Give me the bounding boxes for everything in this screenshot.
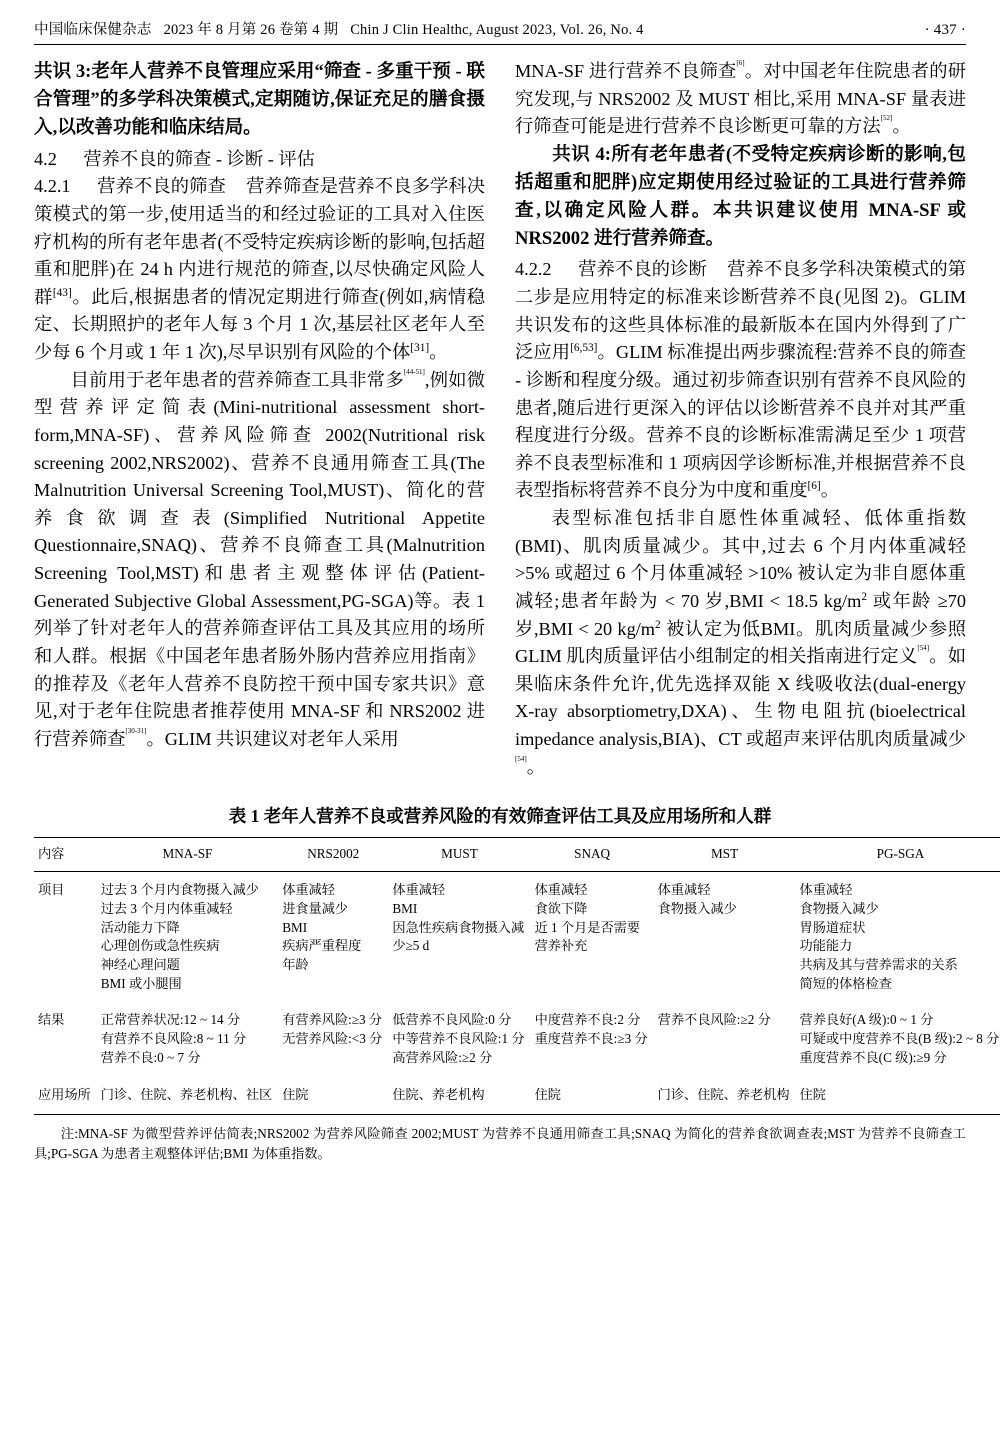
section-4-2-2 <box>515 256 966 505</box>
th-mst: MST <box>654 838 796 872</box>
journal-name-cn: 中国临床保健杂志 <box>34 22 152 38</box>
cell-line: 食物摄入减少 <box>799 900 879 916</box>
cell-items-pg-sga <box>796 872 1000 1003</box>
cell-line: 重度营养不良:≥3 分 <box>534 1031 648 1047</box>
cell-line: 正常营养状况:12 ~ 14 分 <box>100 1012 241 1028</box>
section-4-2-title: 营养不良的筛查 - 诊断 - 评估 <box>83 148 315 169</box>
cell-line: 住院 <box>282 1086 309 1102</box>
cell-line: 年龄 <box>282 956 309 972</box>
cell-line: BMI <box>392 900 418 916</box>
table-1-title: 表 1 老年人营养不良或营养风险的有效筛查评估工具及应用场所和人群 <box>228 806 772 827</box>
cell-settings-must <box>388 1077 530 1115</box>
running-head-left <box>34 18 644 39</box>
table-header-row <box>34 838 1000 872</box>
header-divider <box>34 44 966 45</box>
cell-results-must <box>388 1002 530 1076</box>
cell-line: BMI <box>282 919 308 935</box>
th-must: MUST <box>388 838 530 872</box>
cell-line: 胃肠道症状 <box>799 919 866 935</box>
right-column <box>515 58 966 781</box>
section-4-2-number: 4.2 <box>34 148 57 169</box>
cell-line: 共病及其与营养需求的关系 <box>799 956 958 972</box>
table-row <box>34 872 1000 1003</box>
cell-line: 住院 <box>799 1086 826 1102</box>
cell-line: 无营养风险:<3 分 <box>282 1031 383 1047</box>
th-snaq: SNAQ <box>531 838 654 872</box>
section-4-2 <box>34 146 485 174</box>
journal-name-en: Chin J Clin Healthc, August 2023, Vol. 26, No. 4 <box>350 22 644 38</box>
cell-line: 住院、养老机构 <box>392 1086 485 1102</box>
cell-line: 心理创伤或急性疾病 <box>100 938 220 954</box>
cell-line: 营养不良风险:≥2 分 <box>657 1012 771 1028</box>
right-paragraph-1: MNA-SF 进行营养不良筛查[6]。对中国老年住院患者的研究发现,与 NRS2002 及 MUST 相比,采用 MNA-SF 量表进行筛查可能是进行营养不良诊断更可靠的方法[52]。 <box>515 59 967 137</box>
th-pg-sga: PG-SGA <box>796 838 1000 872</box>
table-note-text: 注:MNA-SF 为微型营养评估简表;NRS2002 为营养风险筛查 2002;MUST 为营养不良通用筛查工具;SNAQ 为简化的营养食欲调查表;MST 为营养不良筛查工具;PG-SGA 为患者主观整体评估;BMI 为体重指数。 <box>34 1126 966 1162</box>
cell-line: 食物摄入减少 <box>657 900 737 916</box>
cell-items-mst <box>654 872 796 1003</box>
cell-line: 营养不良:0 ~ 7 分 <box>100 1049 201 1065</box>
section-4-2-2-title: 营养不良的诊断 <box>578 259 707 280</box>
consensus-3: 共识 3:老年人营养不良管理应采用“筛查 - 多重干预 - 联合管理”的多学科决策模式,定期随访,保证充足的膳食摄入,以改善功能和临床结局。 <box>34 61 485 138</box>
row-label-settings: 应用场所 <box>34 1077 97 1115</box>
cell-results-mst <box>654 1002 796 1076</box>
cell-line: 可疑或中度营养不良(B 级):2 ~ 8 分 <box>799 1031 1000 1047</box>
section-4-2-2-body: 营养不良多学科决策模式的第二步是应用特定的标准来诊断营养不良(见图 2)。GLIM 共识发布的这些具体标准的最新版本在国内外得到了广泛应用[6,53]。GLIM 标准提出两步骤流程:营养不良的筛查 - 诊断和程度分级。通过初步筛查识别有营养不良风险的患者,随后进行更深入的评估以诊断营养不良并对其严重程度进行分级。营养不良的诊断标准需满足至少 1 项营养不良表型标准和 1 项病因学诊断标准,并根据营养不良表型指标将营养不良分为中度和重度[6]。 <box>515 259 967 501</box>
cell-items-snaq <box>531 872 654 1003</box>
cell-line: 疾病严重程度 <box>282 938 362 954</box>
cell-items-must <box>388 872 530 1003</box>
cell-line: 神经心理问题 <box>100 956 180 972</box>
cell-line: 中等营养不良风险:1 分 <box>392 1031 525 1047</box>
cell-line: BMI 或小腿围 <box>100 975 182 991</box>
left-paragraph-2: 目前用于老年患者的营养筛查工具非常多[44-51],例如微型营养评定简表(Mini-nutritional assessment short-form,MNA-SF)、营养风险筛查 2002(Nutritional risk screening 2002,NRS2002)、营养不良通用筛查工具(The Malnutrition Universal Screening Tool,MUST)、简化的营养食欲调查表(Simplified Nutritional Appetite Questionnaire,SNAQ)、营养不良筛查工具(Malnutrition Screening Tool,MST)和患者主观整体评估(Patient-Generated Subjective Global Assessment,PG-SGA)等。表 1 列举了针对老年人的营养筛查评估工具及其应用的场所和人群。根据《中国老年患者肠外肠内营养应用指南》的推荐及《老年人营养不良防控干预中国专家共识》意见,对于老年住院患者推荐使用 MNA-SF 和 NRS2002 进行营养筛查[30-31]。GLIM 共识建议对老年人采用 <box>34 367 486 749</box>
right-paragraph-3: 表型标准包括非自愿性体重减轻、低体重指数(BMI)、肌肉质量减少。其中,过去 6 个月内体重减轻 >5% 或超过 6 个月体重减轻 >10% 被认定为非自愿体重减轻;患者年龄为 < 70 岁,BMI < 18.5 $kg/m^2$ 或年龄 ≥70 岁,BMI < 20 $kg/m^2$ 被认定为低BMI。肌肉质量减少参照 GLIM 肌肉质量评估小组制定的相关指南进行定义[54]。如果临床条件允许,优先选择双能 X 线吸收法(dual-energy X-ray absorptiometry,DXA)、生物电阻抗(bioelectrical impedance analysis,BIA)、CT 或超声来评估肌肉质量减少[54]。 <box>515 508 966 777</box>
table-body <box>34 872 1000 1115</box>
section-4-2-2-number: 4.2.2 <box>515 259 552 280</box>
table-1-note <box>34 1124 966 1164</box>
cell-line: 近 1 个月是否需要营养补充 <box>534 919 641 954</box>
cell-results-snaq <box>531 1002 654 1076</box>
cell-line: 过去 3 个月内食物摄入减少 <box>100 882 259 898</box>
cell-line: 活动能力下降 <box>100 919 180 935</box>
page-number: · 437 · <box>924 22 966 38</box>
cell-line: 体重减轻 <box>282 882 335 898</box>
section-4-2-1-body: 营养筛查是营养不良多学科决策模式的第一步,使用适当的和经过验证的工具对入住医疗机构的所有老年患者(不受特定疾病诊断的影响,包括超重和肥胖)在 24 h 内进行规范的筛查,以尽快确定风险人群[43]。此后,根据患者的情况定期进行筛查(例如,病情稳定、长期照护的老年人每 3 个月 1 次,基层社区老年人至少每 6 个月或 1 年 1 次),尽早识别有风险的个体[31]。 <box>34 176 486 363</box>
left-column <box>34 58 485 753</box>
table-header <box>34 838 1000 872</box>
cell-settings-mst <box>654 1077 796 1115</box>
table-1-container <box>34 803 1000 1164</box>
section-4-2-1-number: 4.2.1 <box>34 176 71 197</box>
th-content: 内容 <box>34 838 97 872</box>
cell-line: 低营养不良风险:0 分 <box>392 1012 512 1028</box>
cell-line: 因急性疾病食物摄入减少≥5 d <box>392 919 525 954</box>
cell-settings-mna-sf <box>97 1077 278 1115</box>
table-row <box>34 1077 1000 1115</box>
cell-results-mna-sf <box>97 1002 278 1076</box>
cell-line: 高营养风险:≥2 分 <box>392 1049 493 1065</box>
cell-items-mna-sf <box>97 872 278 1003</box>
body-columns <box>34 58 966 781</box>
cell-line: 住院 <box>534 1086 561 1102</box>
consensus-4: 共识 4:所有老年患者(不受特定疾病诊断的影响,包括超重和肥胖)应定期使用经过验证的工具进行营养筛查,以确定风险人群。本共识建议使用 MNA-SF 或 NRS2002 进行营养筛查。 <box>515 143 966 249</box>
cell-results-pg-sga <box>796 1002 1000 1076</box>
cell-settings-nrs2002 <box>278 1077 388 1115</box>
th-nrs2002: NRS2002 <box>278 838 388 872</box>
section-4-2-1 <box>34 173 485 366</box>
cell-line: 重度营养不良(C 级):≥9 分 <box>799 1049 947 1065</box>
cell-line: 体重减轻 <box>392 882 446 898</box>
issue-info-cn: 2023 年 8 月第 26 卷第 4 期 <box>163 22 339 38</box>
th-mna-sf: MNA-SF <box>97 838 278 872</box>
cell-line: 食欲下降 <box>534 900 588 916</box>
cell-line: 门诊、住院、养老机构 <box>657 1086 790 1102</box>
cell-line: 功能能力 <box>799 938 853 954</box>
row-label-items: 项目 <box>38 882 65 898</box>
cell-settings-pg-sga <box>796 1077 1000 1115</box>
section-4-2-1-title: 营养不良的筛查 <box>97 176 226 197</box>
cell-line: 中度营养不良:2 分 <box>534 1012 641 1028</box>
table-1 <box>34 837 1000 1115</box>
cell-items-nrs2002 <box>278 872 388 1003</box>
cell-settings-snaq <box>531 1077 654 1115</box>
running-head <box>34 18 966 44</box>
cell-line: 体重减轻 <box>657 882 711 898</box>
row-label-results: 结果 <box>38 1012 65 1028</box>
cell-line: 进食量减少 <box>282 900 349 916</box>
cell-line: 门诊、住院、养老机构、社区 <box>100 1086 273 1102</box>
cell-results-nrs2002 <box>278 1002 388 1076</box>
cell-line: 有营养不良风险:8 ~ 11 分 <box>100 1031 247 1047</box>
cell-line: 体重减轻 <box>534 882 588 898</box>
cell-line: 体重减轻 <box>799 882 853 898</box>
cell-line: 过去 3 个月内体重减轻 <box>100 900 233 916</box>
table-row <box>34 1002 1000 1076</box>
cell-line: 简短的体格检查 <box>799 975 892 991</box>
cell-line: 有营养风险:≥3 分 <box>282 1012 383 1028</box>
cell-line: 营养良好(A 级):0 ~ 1 分 <box>799 1012 934 1028</box>
